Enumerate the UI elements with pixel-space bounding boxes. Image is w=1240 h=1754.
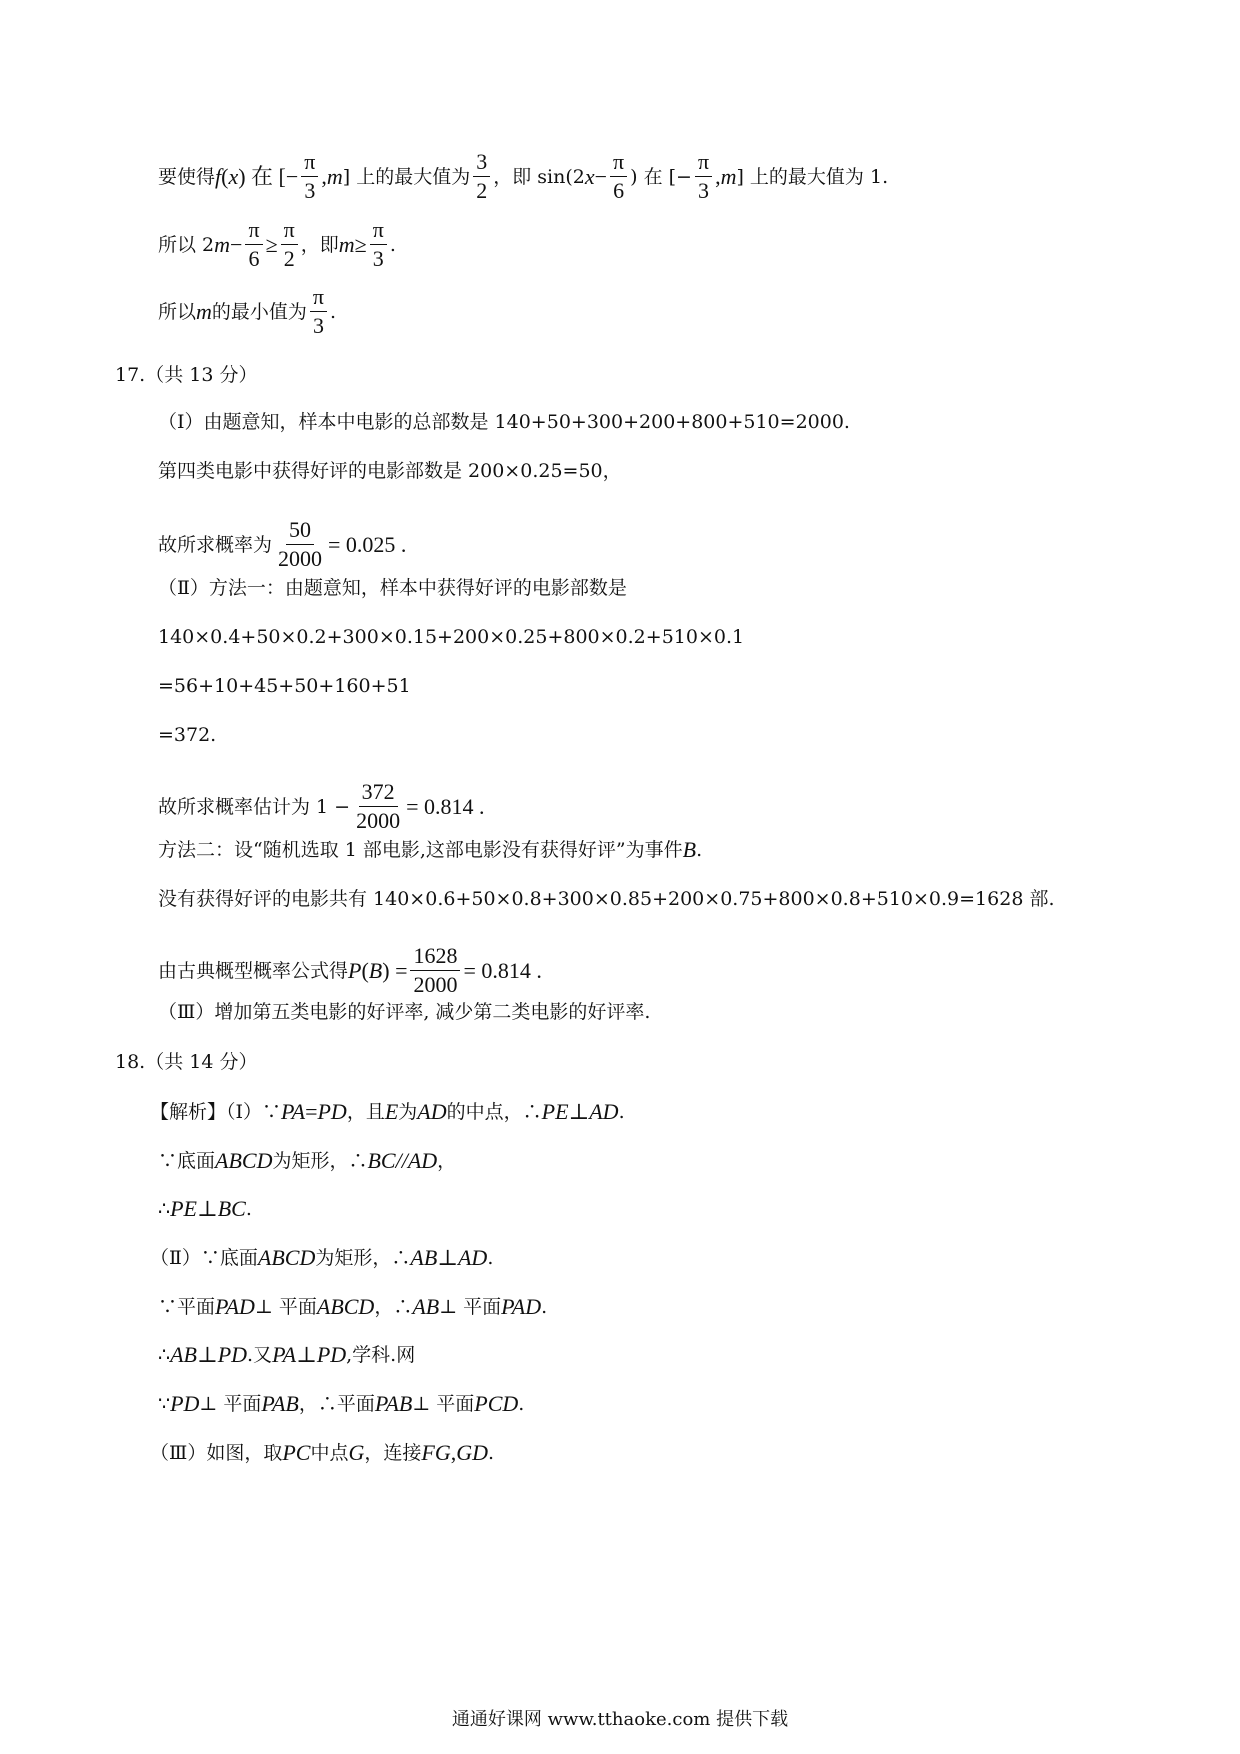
- q17-part1: （Ⅰ）由题意知，样本中电影的总部数是 140+50+300+200+800+510=2000.: [158, 411, 850, 433]
- text: ] 上的最大值为: [342, 165, 471, 188]
- math: ,: [321, 163, 327, 189]
- math: m: [214, 231, 231, 257]
- math: ) 在 [−: [238, 163, 299, 189]
- q17-line: 没有获得好评的电影共有 140×0.6+50×0.8+300×0.85+200×0.75+800×0.8+510×0.9=1628 部.: [158, 888, 1055, 910]
- fraction: $\frac{3}{2}$: [473, 150, 490, 203]
- q18-line: （Ⅲ）如图，取 PC 中点 G ，连接 FG , GD .: [150, 1440, 495, 1465]
- q17-line: 第四类电影中获得好评的电影部数是 200×0.25=50，: [158, 460, 622, 482]
- math: = 0.814 .: [463, 957, 542, 983]
- q17-probability: [158, 518, 406, 571]
- text: 要使得: [158, 165, 216, 188]
- text: .: [330, 300, 337, 323]
- text: 的最小值为: [211, 300, 307, 323]
- math: ≥: [354, 231, 367, 257]
- math: ,: [715, 163, 721, 189]
- math: m: [720, 163, 737, 189]
- q18-line: ∵平面 PAD ⊥ 平面 ABCD ，∴ AB ⊥ 平面 PAD .: [158, 1294, 548, 1319]
- q17-part2: （Ⅱ）方法一：由题意知，样本中获得好评的电影部数是: [158, 577, 627, 599]
- q17-method2: [158, 838, 702, 862]
- text: 由古典概型概率公式得: [158, 959, 349, 982]
- math: m: [196, 298, 212, 324]
- math: f: [215, 163, 222, 189]
- text: 故所求概率估计为 1 −: [158, 795, 351, 818]
- math: −: [230, 231, 243, 257]
- fraction: $\frac{\pi}{3}$: [301, 150, 318, 203]
- q17-calc: =56+10+45+50+160+51: [158, 675, 411, 697]
- solution-line-2: [158, 218, 396, 271]
- fraction: $\frac{\pi}{6}$: [245, 218, 262, 271]
- question-17-header: 17.（共 13 分）: [115, 364, 258, 386]
- math: (: [221, 163, 229, 189]
- text: 方法二：设“随机选取 1 部电影,这部电影没有获得好评”为事件: [158, 839, 683, 861]
- text: ] 上的最大值为 1.: [736, 165, 889, 188]
- math: B: [682, 837, 697, 862]
- fraction: $\frac{372}{2000}$: [356, 779, 401, 833]
- text: 所以: [158, 300, 197, 323]
- text: 所以 2: [158, 233, 215, 256]
- text: ，即: [300, 233, 339, 256]
- fraction: $\frac{\pi}{3}$: [695, 150, 712, 203]
- q18-line: ∴ PE ⊥ BC .: [158, 1196, 252, 1221]
- fraction: $\frac{\pi}{3}$: [370, 218, 387, 271]
- math: P: [348, 957, 362, 983]
- math: B: [368, 957, 383, 983]
- q18-line: ∵底面 ABCD 为矩形，∴ BC // AD ，: [158, 1148, 457, 1173]
- q17-calc: 140×0.4+50×0.2+300×0.15+200×0.25+800×0.2+510×0.1: [158, 626, 745, 648]
- q17-classical: [158, 944, 542, 997]
- math: = 0.814 .: [406, 793, 485, 819]
- math: ≥: [265, 231, 278, 257]
- math: x: [584, 163, 595, 189]
- q18-line: ∴ AB ⊥ PD .又 PA ⊥ PD ,学科.网: [158, 1342, 416, 1367]
- text: ) 在 [−: [630, 165, 692, 188]
- fraction: $\frac{\pi}{6}$: [610, 150, 627, 203]
- math: x: [228, 163, 239, 189]
- math: (: [361, 957, 369, 983]
- q17-estimate: [158, 780, 485, 833]
- fraction: $\frac{1628}{2000}$: [410, 944, 460, 997]
- solution-line-3: [158, 285, 336, 338]
- math: = 0.025 .: [328, 531, 407, 557]
- q18-line: 【解析】（Ⅰ）∵ PA = PD ，且 E 为 AD 的中点，∴ PE ⊥ AD .: [150, 1099, 625, 1124]
- question-18-header: 18.（共 14 分）: [115, 1051, 258, 1073]
- text: ，即 sin(2: [493, 165, 585, 188]
- math: ) =: [382, 957, 408, 983]
- solution-line-1: [158, 150, 888, 203]
- fraction: $\frac{50}{2000}$: [278, 517, 323, 571]
- q18-line: （Ⅱ）∵底面 ABCD 为矩形，∴ AB ⊥ AD .: [150, 1245, 494, 1270]
- text: .: [696, 839, 703, 861]
- page-footer: 通通好课网 www.tthaoke.com 提供下载: [451, 1709, 789, 1730]
- fraction: $\frac{\pi}{2}$: [281, 218, 298, 271]
- text: .: [389, 233, 396, 256]
- q17-calc: =372.: [158, 724, 217, 746]
- math: m: [326, 163, 343, 189]
- math: m: [338, 231, 355, 257]
- math: −: [594, 163, 608, 189]
- q17-part3: （Ⅲ）增加第五类电影的好评率, 减少第二类电影的好评率.: [158, 1001, 651, 1023]
- fraction: $\frac{\pi}{3}$: [310, 285, 327, 338]
- text: 故所求概率为: [158, 533, 273, 556]
- q18-line: ∵ PD ⊥ 平面 PAB ，∴平面 PAB ⊥ 平面 PCD .: [158, 1391, 525, 1416]
